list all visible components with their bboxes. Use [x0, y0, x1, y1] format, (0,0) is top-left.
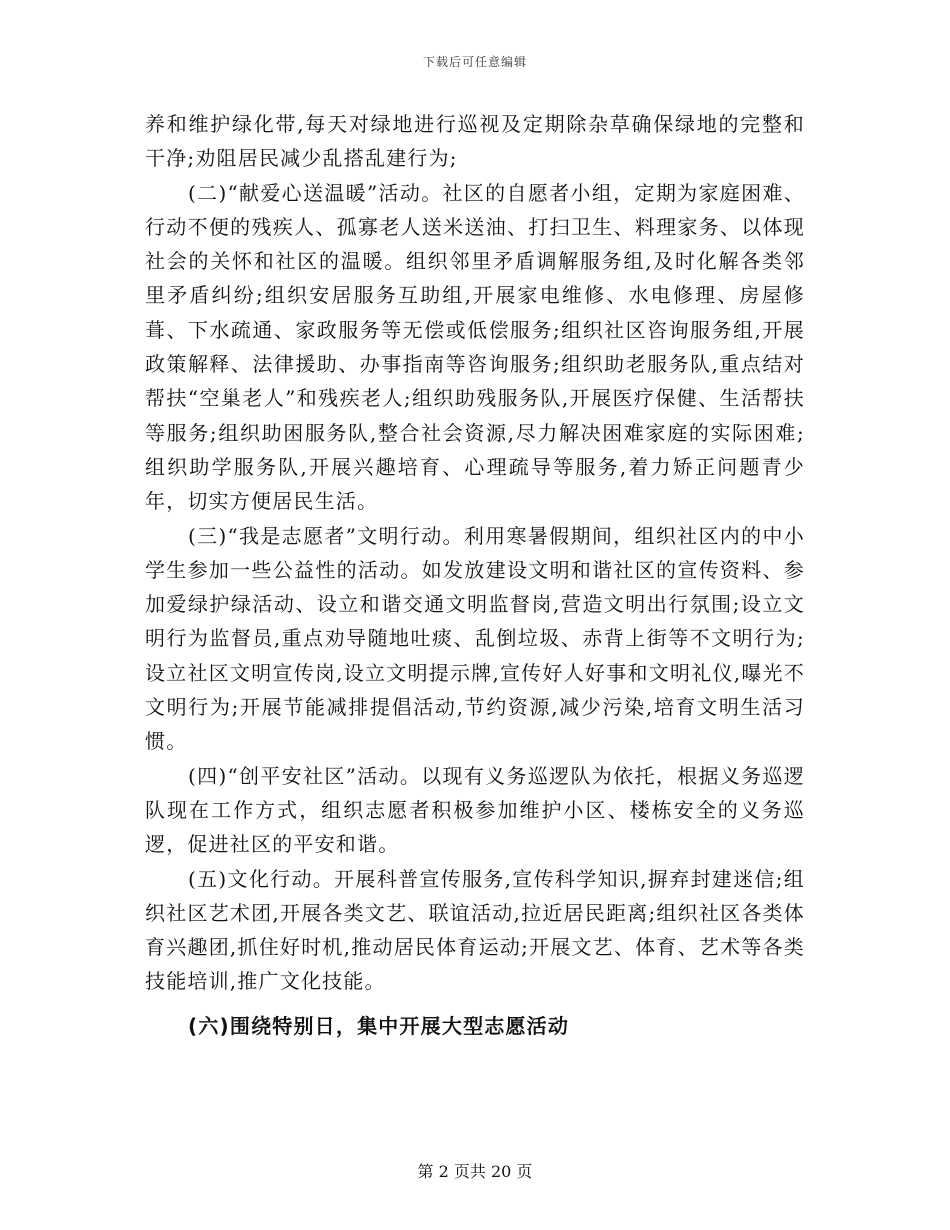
paragraph-section-4: (四)“创平安社区”活动。以现有义务巡逻队为依托，根据义务巡逻队现在工作方式，组织志愿者积极参加维护小区、楼栋安全的义务巡逻，促进社区的平安和谐。 — [145, 763, 805, 857]
paragraph-section-3: (三)“我是志愿者”文明行动。利用寒暑假期间，组织社区内的中小学生参加一些公益性的活动。如发放建设文明和谐社区的宣传资料、参加爱绿护绿活动、设立和谐交通文明监督岗,营造文明出行氛围;设立文明行为监督员,重点劝导随地吐痰、乱倒垃圾、赤背上街等不文明行为;设立社区文明宣传岗,设立文明提示牌,宣传好人好事和文明礼仪,曝光不文明行为;开展节能减排提倡活动,节约资源,减少污染,培育文明生活习惯。 — [145, 523, 805, 754]
document-body — [145, 107, 805, 1043]
paragraph-continuation: 养和维护绿化带,每天对绿地进行巡视及定期除杂草确保绿地的完整和干净;劝阻居民减少乱搭乱建行为; — [145, 112, 805, 171]
page-footer: 第 2 页共 20 页 — [417, 1162, 533, 1181]
section-6-heading: (六)围绕特别日，集中开展大型志愿活动 — [188, 1013, 570, 1038]
paragraph-section-5: (五)文化行动。开展科普宣传服务,宣传科学知识,摒弃封建迷信;组织社区艺术团,开展各类文艺、联谊活动,拉近居民距离;组织社区各类体育兴趣团,抓住好时机,推动居民体育运动;开展文艺、体育、艺术等各类技能培训,推广文化技能。 — [145, 866, 805, 994]
page-header: 下载后可任意编辑 — [422, 55, 527, 69]
paragraph-section-2: (二)“献爱心送温暖”活动。社区的自愿者小组，定期为家庭困难、行动不便的残疾人、孤寡老人送米送油、打扫卫生、料理家务、以体现社会的关怀和社区的温暖。组织邻里矛盾调解服务组,及时化解各类邻里矛盾纠纷;组织安居服务互助组,开展家电维修、水电修理、房屋修葺、下水疏通、家政服务等无偿或低偿服务;组织社区咨询服务组,开展政策解释、法律援助、办事指南等咨询服务;组织助老服务队,重点结对帮扶“空巢老人”和残疾老人;组织助残服务队,开展医疗保健、生活帮扶等服务;组织助困服务队,整合社会资源,尽力解决困难家庭的实际困难;组织助学服务队,开展兴趣培育、心理疏导等服务,着力矫正问题青少年，切实方便居民生活。 — [145, 180, 805, 514]
